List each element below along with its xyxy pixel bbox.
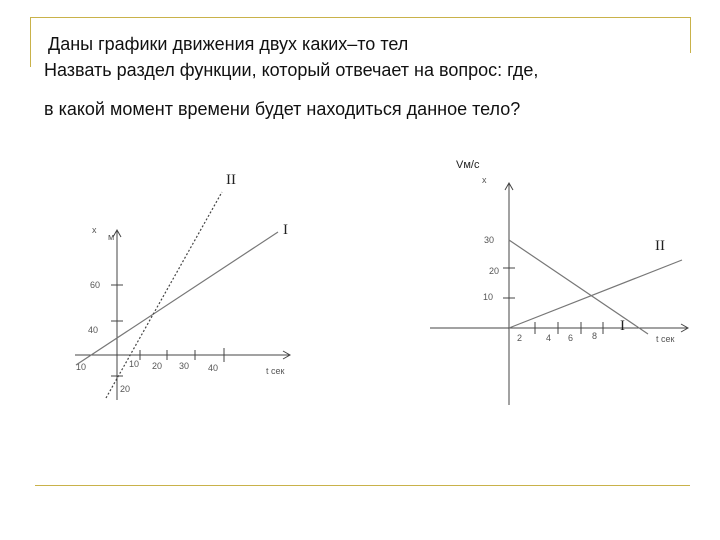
heading-line-1: Даны графики движения двух каких–то тел — [48, 34, 409, 54]
left-series-line-I — [76, 232, 278, 365]
left-x-tick-label: 10 — [129, 359, 140, 369]
right-x-tick-label: 8 — [592, 331, 598, 341]
left-series-label-I: I — [283, 222, 288, 238]
right-series-label-I: I — [620, 318, 625, 334]
left-x-tick-label: 30 — [179, 361, 190, 371]
left-y-tick-label: 60 — [90, 280, 101, 290]
left-y-tick-label: 20 — [120, 384, 131, 394]
right-chart — [430, 159, 688, 405]
right-series-label-II: II — [655, 238, 665, 254]
right-x-tick-label: 2 — [517, 333, 523, 343]
left-x-tick-label: 40 — [208, 363, 219, 373]
right-x-label: t сек — [656, 334, 675, 344]
right-y-tick-label: 10 — [483, 292, 494, 302]
right-y-tick-label: 20 — [489, 266, 500, 276]
right-y-label: x — [482, 175, 487, 185]
right-series-line-I — [509, 260, 682, 328]
left-y-label: x — [92, 225, 97, 235]
left-x-tick-label: 20 — [152, 361, 163, 371]
right-x-tick-label: 4 — [546, 333, 552, 343]
right-x-tick-label: 6 — [568, 333, 574, 343]
left-series-line-II — [106, 192, 222, 398]
right-y-tick-label: 30 — [484, 235, 495, 245]
left-chart — [75, 172, 290, 400]
heading-line-2: Назвать раздел функции, который отвечает на вопрос: где, — [44, 60, 539, 80]
left-x-label: t сек — [266, 366, 285, 376]
heading-line-3: в какой момент времени будет находиться данное тело? — [44, 99, 521, 119]
right-y-unit: Vм/с — [456, 159, 480, 171]
left-y-tick-label: 40 — [88, 325, 99, 335]
left-x-tick-label: 10 — [76, 362, 87, 372]
left-y-unit: м — [108, 232, 115, 242]
left-series-label-II: II — [226, 172, 236, 188]
